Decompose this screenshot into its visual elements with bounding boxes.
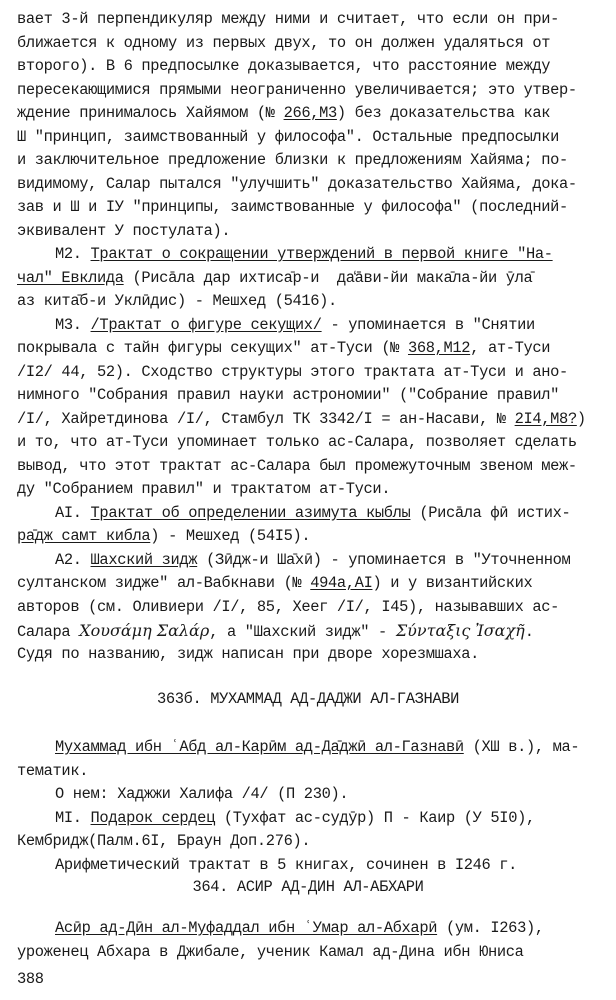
entry-m3-line1 [55, 314, 535, 338]
entry-code: М2. [55, 245, 91, 263]
page-number: 388 [17, 970, 44, 988]
entry-a2-line3: авторов (см. Оливиери /I/, 85, Хеег /I/, I45), называвших ас- [17, 597, 560, 616]
entry-title: Шахский зидж [90, 550, 198, 569]
text-line: пересекающимися прямыми неограниченно увеличивается; это утвер- [17, 80, 577, 99]
entry-m1-line1 [55, 807, 535, 831]
entry-m3-line5 [17, 408, 586, 432]
text-span: (Рисāла фӣ истих- [410, 503, 571, 522]
text-span: /I/, Хайретдинова /I/, Стамбул ТК 3342/I = ан-Насави, № [17, 409, 515, 428]
text-line: второго). В 6 предпосылке доказывается, что расстояние между [17, 57, 551, 75]
entry-m3-line3: /I2/ 44, 52). Сходство структуры этого трактата ат-Туси и ано- [17, 362, 568, 381]
text-span: ) - Мешхед (54I5). [150, 527, 311, 545]
entry-a1-line1 [55, 502, 570, 526]
text-span: ждение принималось Хайямом (№ [17, 104, 284, 122]
entry-a2-line2 [17, 572, 532, 596]
entry-title: Трактат об определении азимута кыблы [90, 503, 411, 522]
text-span: ) без доказательства как [336, 104, 551, 122]
entry-m3-line6: и то, что ат-Туси упоминает только ас-Салара, позволяет сделать [17, 433, 577, 451]
entry-code: АI. [55, 503, 91, 522]
entry-m3-line7: вывод, что этот трактат ас-Салара был промежуточным звеном меж- [17, 456, 577, 475]
text-line: видимому, Салар пытался "улучшить" доказательство Хайяма, дока- [17, 174, 577, 193]
entry-m3-line8: ду "Собранием правил" и трактатом ат-Туси. [17, 480, 391, 498]
author-name: Асӣр ад-Дӣн ал-Муфаддал ибн ʿУмар ал-Абхарӣ [55, 919, 438, 937]
entry-code: А2. [55, 550, 91, 569]
text-line: Ш "принцип, заимствованный у философа". Остальные предпосылки [17, 127, 560, 146]
text-span: Салара [17, 623, 80, 641]
text-line: О нем: Хаджжи Халифа /4/ (П 230). [55, 785, 349, 803]
text-span: ) [576, 409, 586, 428]
text-span: (Рисāла дар ихтиса̄р-и да̒āви-йи мака̄ла-йи ӯла̄ [123, 268, 533, 287]
text-span: покрывала с тайн фигуры секущих" ат-Туси (№ [17, 339, 408, 357]
entry-title: Трактат о сокращении утверждений в первой книге "На- [90, 245, 553, 263]
text-line: эквивалент У постулата). [17, 221, 231, 240]
author-name: Мухаммад ибн ʿАбд ал-Карӣм ад-Да̄джӣ ал-Газнавӣ [55, 738, 464, 756]
text-span: (Зӣдж-и Ша̄хӣ) - упоминается в "Уточненном [197, 550, 571, 569]
cross-reference: 494а,АI [310, 574, 373, 592]
greek-handwritten-text: Χουσάμη Σαλάρ [79, 621, 210, 640]
entry-a2-line1 [55, 549, 570, 573]
text-span: , ат-Туси [470, 339, 551, 357]
text-span: , а "Шахский зидж" - [209, 623, 396, 641]
text-line: зав и Ш и IУ "принципы, заимствованные у философа" (последний- [17, 198, 568, 216]
entry-a2-line5: Судя по названию, зидж написан при дворе хорезмшаха. [17, 644, 480, 663]
entry-code: МI. [55, 808, 91, 827]
section-heading: 363б. МУХАММАД АД-ДАДЖИ АЛ-ГАЗНАВИ [156, 690, 460, 708]
author-intro-line1 [55, 736, 579, 760]
entry-title: ра̄дж самт кибла [17, 527, 151, 545]
cross-reference: 2I4,М8? [514, 409, 577, 428]
entry-m3-line2 [17, 337, 550, 361]
entry-a2-line4 [17, 619, 534, 645]
entry-title: чал" Евклида [17, 268, 124, 287]
text-line: вает 3-й перпендикуляр между ними и считает, что если он при- [17, 10, 560, 28]
text-span: - упоминается в "Снятии [321, 315, 535, 334]
text-span: (Тухфат ас-судӯр) П - Каир (У 5I0), [214, 808, 535, 827]
text-line: уроженец Абхара в Джибале, ученик Камал ад-Дина ибн Юниса [17, 942, 524, 961]
entry-m1-line2: Кембридж(Палм.6I, Браун Доп.276). [17, 832, 311, 850]
cross-reference: 368,М12 [407, 339, 471, 357]
entry-title: Подарок сердец [90, 808, 215, 827]
text-span: султанском зидже" ал-Вабкнави (№ [17, 574, 311, 592]
entry-m2-line3: аз кита̄б-и Уклӣдис) - Мешхед (5416). [17, 292, 337, 310]
cross-reference: 266,М3 [283, 104, 337, 122]
text-span: (ум. I263), [437, 919, 544, 937]
text-span: . [524, 623, 534, 641]
entry-m2-line1 [55, 243, 553, 267]
text-span: (ХШ в.), ма- [463, 738, 580, 756]
section-heading: 364. АСИР АД-ДИН АЛ-АБХАРИ [192, 878, 424, 896]
entry-title: /Трактат о фигуре секущих/ [90, 315, 322, 334]
text-line [17, 102, 550, 126]
entry-m3-line4: нимного "Собрания правил науки астрономии" ("Собрание правил" [17, 386, 560, 404]
text-span: ) и у византийских [372, 574, 533, 592]
greek-handwritten-text: Σύνταξις Ἰσαχῆ [395, 621, 525, 640]
entry-m1-line3: Арифметический трактат в 5 книгах, сочинен в I246 г. [55, 855, 518, 874]
author-intro-line1 [55, 917, 544, 941]
entry-a1-line2 [17, 525, 310, 549]
text-line: ближается к одному из первых двух, то он должен удаляться от [17, 33, 551, 52]
text-line: тематик. [17, 761, 89, 780]
entry-m2-line2 [17, 267, 532, 291]
text-line: и заключительное предложение близки к предложениям Хайяма; по- [17, 151, 568, 169]
entry-code: М3. [55, 315, 91, 334]
